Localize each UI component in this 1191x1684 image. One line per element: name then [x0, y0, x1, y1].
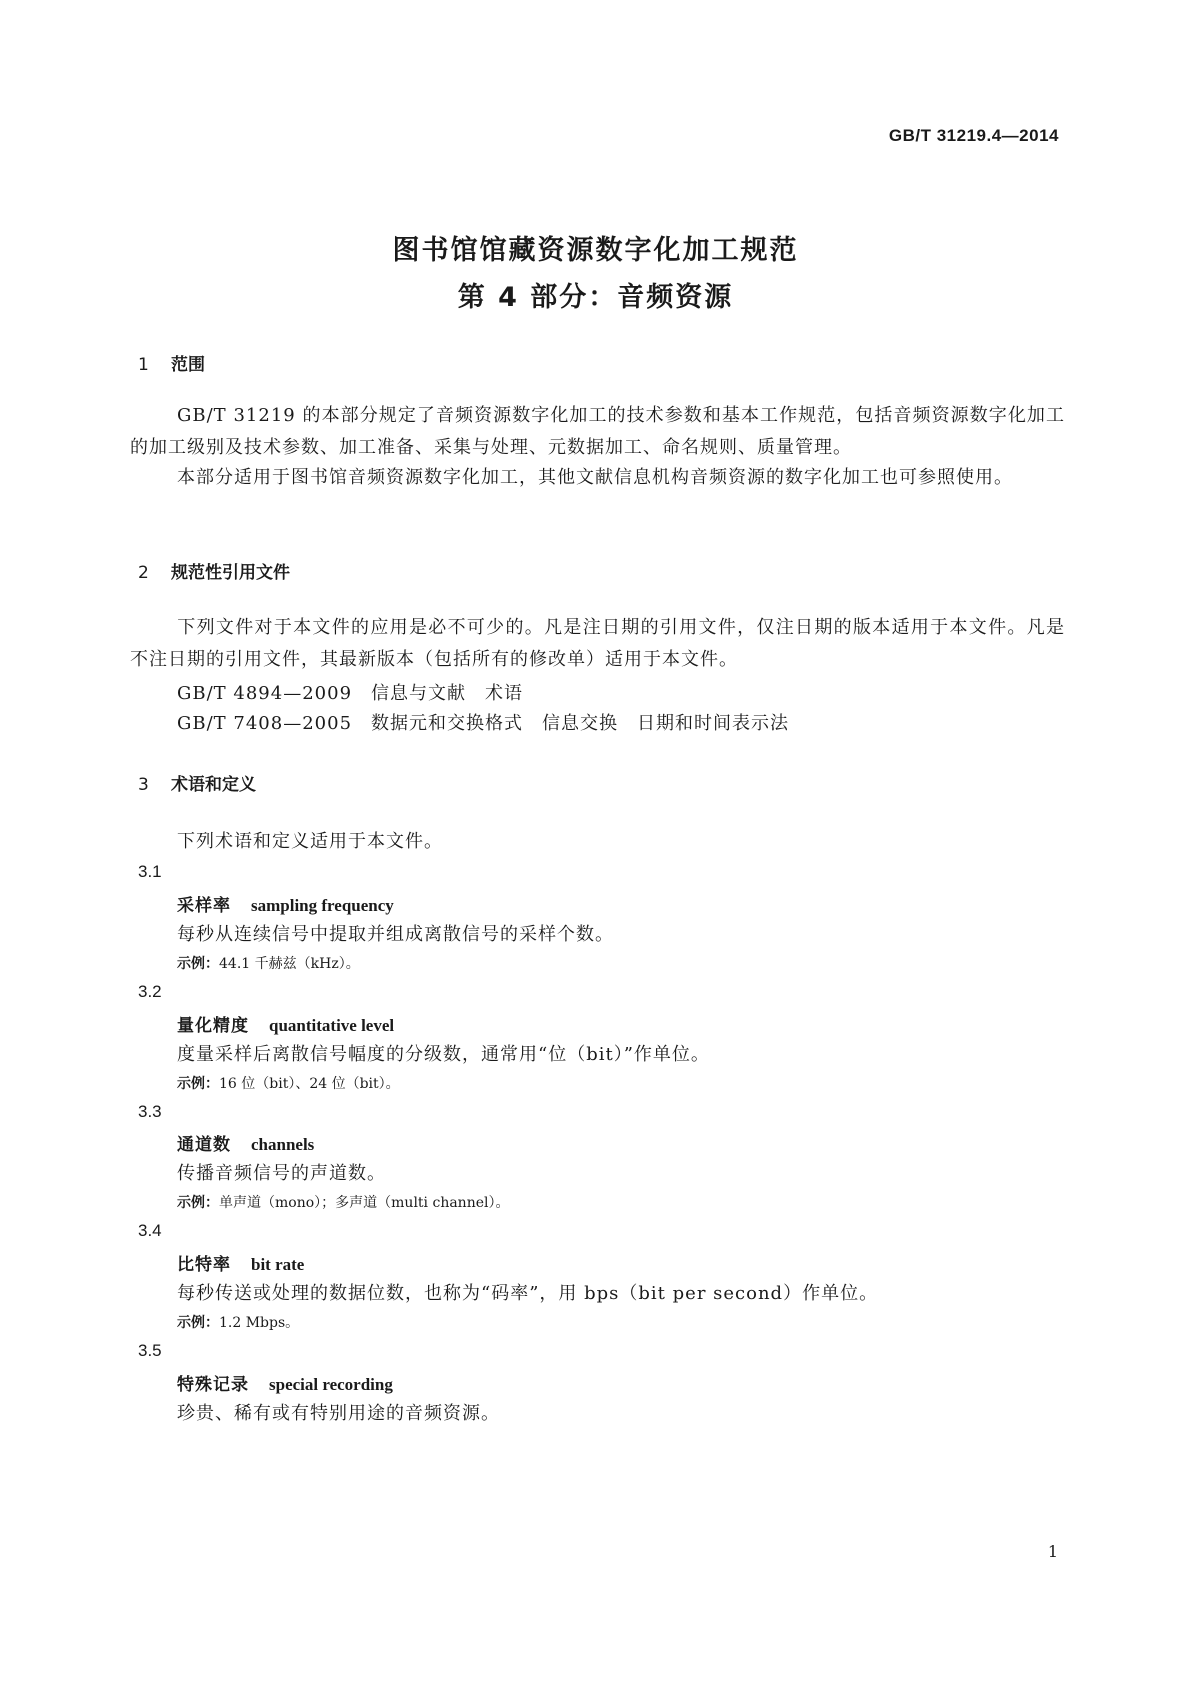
paragraph-text: GB/T 31219 的本部分规定了音频资源数字化加工的技术参数和基本工作规范，包括音频资源数字化加工的加工级别及技术参数、加工准备、采集与处理、元数据加工、命名规则、质量管理。 — [130, 405, 1065, 458]
example-label: 示例： — [177, 1315, 219, 1331]
section-number: 2 — [138, 563, 149, 583]
document-title: 图书馆馆藏资源数字化加工规范 — [392, 235, 799, 266]
term-definition: 度量采样后离散信号幅度的分级数，通常用“位（bit）”作单位。 — [177, 1044, 710, 1065]
paragraph-text: 本部分适用于图书馆音频资源数字化加工，其他文献信息机构音频资源的数字化加工也可参照使用。 — [177, 467, 1013, 488]
term-entry — [177, 891, 394, 916]
example-text: 44.1 千赫兹（kHz）。 — [219, 956, 360, 972]
example-text: 16 位（bit）、24 位（bit）。 — [219, 1076, 400, 1092]
term-definition: 每秒从连续信号中提取并组成离散信号的采样个数。 — [177, 924, 614, 945]
normative-reference: GB/T 7408—2005 数据元和交换格式 信息交换 日期和时间表示法 — [177, 713, 790, 734]
section-number: 3 — [138, 775, 149, 795]
term-entry — [177, 1250, 304, 1275]
section-1-heading — [138, 350, 205, 375]
clause-number: 3.4 — [138, 1221, 162, 1240]
example-text: 单声道（mono）；多声道（multi channel）。 — [219, 1195, 510, 1211]
section-2-heading — [138, 558, 290, 583]
standard-number: GB/T 31219.4—2014 — [888, 126, 1059, 145]
section-2-paragraph-1 — [130, 612, 1065, 676]
term-entry — [177, 1370, 393, 1395]
document-subtitle: 第 4 部分：音频资源 — [457, 282, 734, 313]
clause-number: 3.2 — [138, 982, 162, 1001]
term-chinese: 比特率 — [177, 1255, 231, 1275]
term-definition: 珍贵、稀有或有特别用途的音频资源。 — [177, 1403, 500, 1424]
section-number: 1 — [138, 355, 149, 375]
term-entry — [177, 1130, 314, 1155]
section-title: 术语和定义 — [171, 775, 256, 795]
term-example — [177, 953, 360, 973]
term-definition: 每秒传送或处理的数据位数，也称为“码率”，用 bps（bit per second）作单位。 — [177, 1283, 879, 1304]
term-example — [177, 1073, 400, 1093]
term-entry — [177, 1011, 394, 1036]
term-chinese: 采样率 — [177, 896, 231, 916]
clause-number: 3.3 — [138, 1102, 162, 1121]
term-english: special recording — [269, 1375, 393, 1394]
clause-number: 3.5 — [138, 1341, 162, 1360]
term-example — [177, 1192, 509, 1212]
section-1-paragraph-1 — [130, 400, 1065, 464]
term-example — [177, 1312, 299, 1332]
clause-number: 3.1 — [138, 862, 162, 881]
example-label: 示例： — [177, 956, 219, 972]
section-3-intro: 下列术语和定义适用于本文件。 — [177, 831, 443, 852]
section-3-heading — [138, 770, 256, 795]
section-title: 范围 — [171, 355, 205, 375]
term-english: channels — [251, 1135, 315, 1154]
term-english: sampling frequency — [251, 896, 394, 915]
term-english: quantitative level — [269, 1016, 395, 1035]
example-text: 1.2 Mbps。 — [219, 1315, 300, 1331]
term-chinese: 量化精度 — [177, 1016, 249, 1036]
example-label: 示例： — [177, 1195, 219, 1211]
page-number: 1 — [1047, 1542, 1058, 1561]
section-title: 规范性引用文件 — [171, 563, 290, 583]
normative-reference: GB/T 4894—2009 信息与文献 术语 — [177, 683, 524, 704]
section-1-paragraph-2 — [130, 462, 1065, 494]
term-definition: 传播音频信号的声道数。 — [177, 1163, 386, 1184]
term-chinese: 特殊记录 — [177, 1375, 249, 1395]
term-english: bit rate — [251, 1255, 305, 1274]
paragraph-text: 下列文件对于本文件的应用是必不可少的。凡是注日期的引用文件，仅注日期的版本适用于本文件。凡是不注日期的引用文件，其最新版本（包括所有的修改单）适用于本文件。 — [130, 617, 1065, 670]
example-label: 示例： — [177, 1076, 219, 1092]
term-chinese: 通道数 — [177, 1135, 231, 1155]
